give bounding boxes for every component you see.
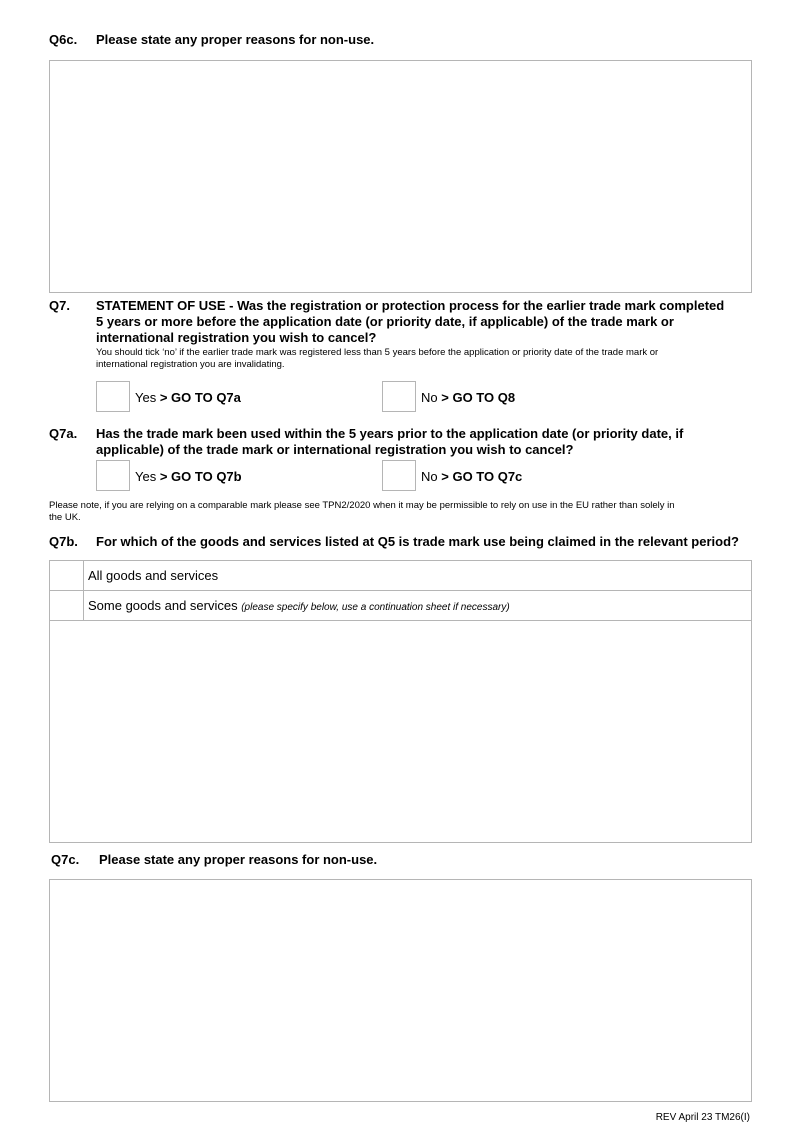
q7b-question: For which of the goods and services listed at Q5 is trade mark use being claimed in the relevant period? (96, 534, 739, 549)
q7a-question (96, 426, 776, 458)
q7b-some-goods-note: (please specify below, use a continuation sheet if necessary) (241, 602, 510, 613)
q7-no-label (421, 390, 515, 405)
form-reference: REV April 23 TM26(I) (655, 1112, 750, 1123)
q7-yes-label (135, 390, 241, 405)
q7-question (96, 298, 776, 371)
q7-yes-checkbox[interactable] (96, 381, 130, 412)
q7-note-line2: international registration you are invalidating. (96, 359, 285, 370)
q7-note-line1: You should tick ‘no’ if the earlier trade mark was registered less than 5 years before the application or priority date of the trade mark or (96, 347, 659, 358)
q7-number: Q7. (49, 298, 70, 313)
comparable-mark-note (49, 500, 769, 524)
q7b-some-goods-label (88, 598, 510, 613)
q7c-question: Please state any proper reasons for non-use. (99, 852, 378, 867)
q7-yes-text: Yes (135, 390, 157, 405)
q7a-yes-goto: > GO TO Q7b (159, 469, 242, 484)
q7b-all-goods-row (50, 561, 751, 591)
q6c-number: Q6c. (49, 32, 78, 47)
q7-no-text: No (421, 390, 438, 405)
q7-yes-goto: > GO TO Q7a (159, 390, 241, 405)
q7c-number: Q7c. (51, 852, 80, 867)
q7a-yes-label (135, 469, 242, 484)
q7b-goods-table (49, 560, 752, 843)
q7-no-goto: > GO TO Q8 (441, 390, 516, 405)
q7c-reasons-textarea[interactable] (49, 879, 752, 1102)
q7-question-line2: 5 years or more before the application date (or priority date, if applicable) of the trade mark or (96, 314, 674, 329)
q7a-number: Q7a. (49, 426, 78, 441)
q7a-yes-text: Yes (135, 469, 157, 484)
q7b-some-goods-checkbox[interactable] (50, 591, 84, 620)
q7b-all-goods-label: All goods and services (88, 568, 219, 583)
q6c-question: Please state any proper reasons for non-use. (96, 32, 375, 47)
q7a-question-line2: applicable) of the trade mark or international registration you wish to cancel? (96, 442, 574, 457)
q7a-yes-checkbox[interactable] (96, 460, 130, 491)
q7a-no-goto: > GO TO Q7c (441, 469, 523, 484)
comparable-mark-note-line2: the UK. (49, 512, 81, 523)
q7b-some-goods-row (50, 591, 751, 621)
q7-question-line1: STATEMENT OF USE - Was the registration or protection process for the earlier trade mark completed (96, 298, 725, 313)
q7b-all-goods-checkbox[interactable] (50, 561, 84, 590)
q7b-some-goods-text: Some goods and services (88, 598, 238, 613)
comparable-mark-note-line1: Please note, if you are relying on a comparable mark please see TPN2/2020 when it may be permissible to rely on use in the EU rather than solely in (49, 500, 675, 511)
q7a-no-label (421, 469, 522, 484)
q7-no-checkbox[interactable] (382, 381, 416, 412)
q7a-no-checkbox[interactable] (382, 460, 416, 491)
q7b-number: Q7b. (49, 534, 78, 549)
q7a-question-line1: Has the trade mark been used within the 5 years prior to the application date (or priority date, if (96, 426, 684, 441)
q7b-specify-textarea[interactable] (50, 621, 751, 842)
q6c-reasons-textarea[interactable] (49, 60, 752, 293)
q7a-no-text: No (421, 469, 438, 484)
q7-question-line3: international registration you wish to cancel? (96, 330, 377, 345)
